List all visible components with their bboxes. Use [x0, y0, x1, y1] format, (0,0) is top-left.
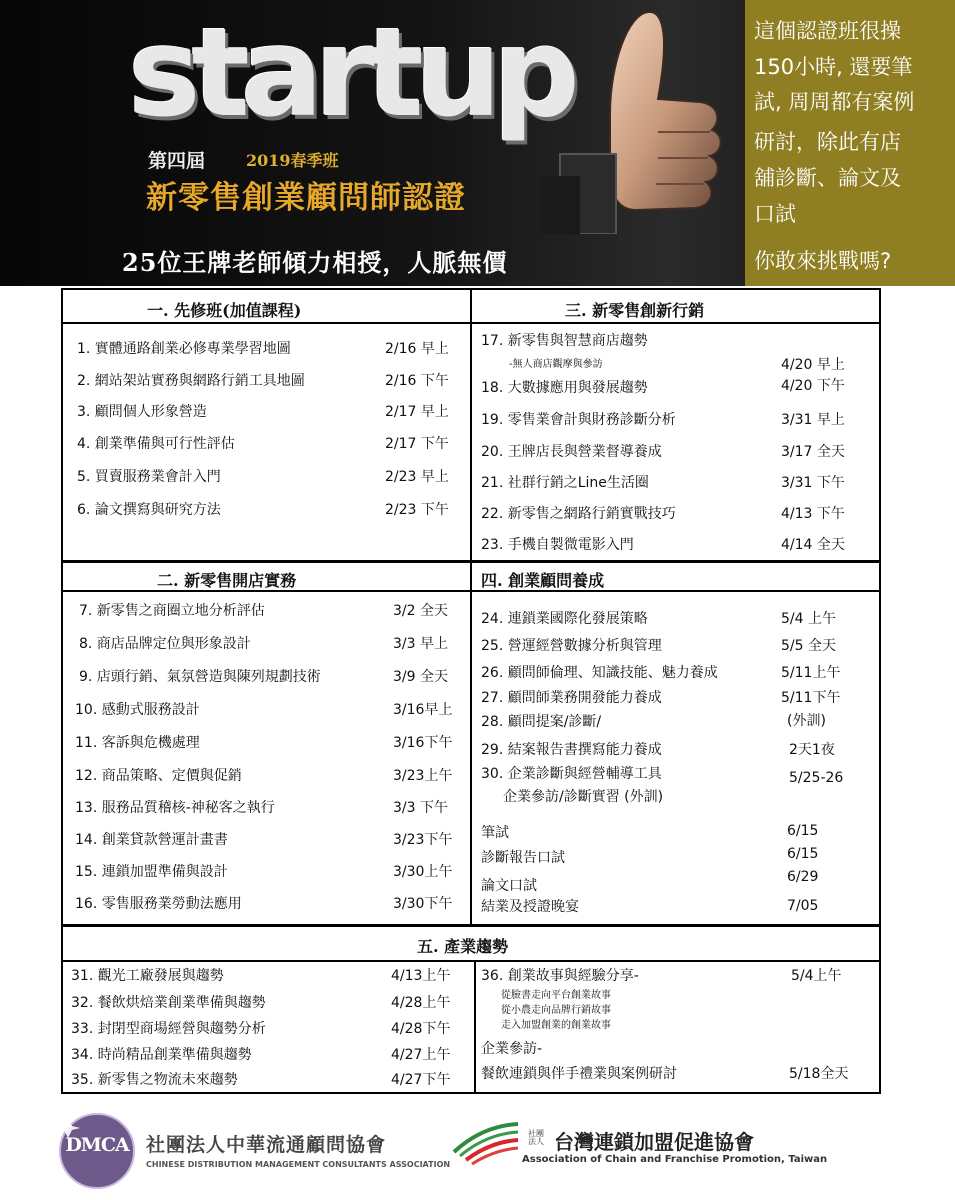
- tagline: 25位王牌老師傾力相授，人脈無價: [122, 248, 508, 277]
- promo-line: 口試: [754, 202, 796, 226]
- course-row: 1. 實體通路創業必修專業學習地圖: [77, 341, 291, 357]
- course-row: 16. 零售服務業勞動法應用: [75, 896, 242, 912]
- section-5-title: 五. 產業趨勢: [417, 937, 509, 956]
- course-time: 4/14 全天: [781, 537, 845, 553]
- course-row: 2. 網站架站實務與網路行銷工具地圖: [77, 373, 305, 389]
- startup-logo: startup: [128, 2, 571, 144]
- course-row: 24. 連鎖業國際化發展策略: [481, 611, 648, 627]
- course-time: 3/2 全天: [393, 603, 448, 619]
- course-time: 4/20 早上: [781, 357, 845, 373]
- course-time: 3/23上午: [393, 768, 453, 784]
- section-4-title: 四. 創業顧問養成: [481, 571, 605, 590]
- course-row: 7. 新零售之商圈立地分析評估: [79, 603, 265, 619]
- course-row: 12. 商品策略、定價與促銷: [75, 768, 242, 784]
- promo-line: 研討，除此有店: [754, 130, 901, 154]
- course-row: 3. 顧問個人形象營造: [77, 404, 207, 420]
- course-time: 4/28下午: [391, 1021, 451, 1037]
- course-time: 4/13上午: [391, 968, 451, 984]
- org1-english-name: CHINESE DISTRIBUTION MANAGEMENT CONSULTANTS ASSOCIATION: [146, 1160, 451, 1169]
- course-time: 3/16早上: [393, 702, 453, 718]
- course-row: 15. 連鎖加盟準備與設計: [75, 864, 228, 880]
- course-time: 3/9 全天: [393, 669, 448, 685]
- org1-name: 社團法人中華流通顧問協會: [146, 1134, 387, 1156]
- course-time: 2天1夜: [789, 742, 835, 758]
- season-label: 2019春季班: [246, 151, 339, 170]
- course-time: 3/3 早上: [393, 636, 448, 652]
- promo-line: 150小時, 還要筆: [754, 55, 913, 79]
- course-row: 36. 創業故事與經驗分享-: [481, 968, 639, 984]
- thumbs-up-icon: [540, 4, 750, 234]
- course-time: 5/4 上午: [781, 611, 836, 627]
- course-time: 4/27下午: [391, 1072, 451, 1088]
- exam-row: 筆試: [481, 825, 509, 841]
- visit-sub: 餐飲連鎖與伴手禮業與案例研討: [481, 1066, 677, 1082]
- promo-line: 舖診斷、論文及: [754, 166, 901, 190]
- course-time: 5/18全天: [789, 1066, 849, 1082]
- org2-prefix-line: 法人: [528, 1137, 544, 1146]
- exam-date: 6/29: [787, 869, 819, 885]
- course-row: 25. 營運經營數據分析與管理: [481, 638, 662, 654]
- divider: [63, 960, 879, 962]
- promo-line: 你敢來挑戰嗎?: [754, 249, 892, 273]
- course-row: 28. 顧問提案/診斷/: [481, 714, 602, 730]
- section-3-title: 三. 新零售創新行銷: [565, 301, 705, 320]
- exam-date: 6/15: [787, 846, 819, 862]
- visit-label: 企業參訪-: [481, 1041, 543, 1057]
- franchise-association-logo: [452, 1122, 522, 1166]
- course-time: 3/23下午: [393, 832, 453, 848]
- course-row: 6. 論文撰寫與研究方法: [77, 502, 221, 518]
- course-time: 4/13 下午: [781, 506, 845, 522]
- course-row: 18. 大數據應用與發展趨勢: [481, 380, 648, 396]
- course-time: 2/16 早上: [385, 341, 449, 357]
- org2-prefix-line: 社團: [528, 1129, 544, 1138]
- course-time: 2/23 早上: [385, 469, 449, 485]
- promo-box: [745, 0, 955, 286]
- exam-row: 論文口試: [481, 878, 537, 894]
- course-time: 2/16 下午: [385, 373, 449, 389]
- course-row: 32. 餐飲烘焙業創業準備與趨勢: [71, 995, 266, 1011]
- course-time: 4/20 下午: [781, 378, 845, 394]
- dmca-logo-text: DMCA: [65, 1134, 129, 1156]
- promo-line: 這個認證班很操: [754, 19, 901, 43]
- course-row: 17. 新零售與智慧商店趨勢: [481, 333, 648, 349]
- course-row: 26. 顧問師倫理、知識技能、魅力養成: [481, 665, 718, 681]
- divider: [470, 290, 472, 926]
- visit-line: 企業參訪/診斷實習 (外訓): [503, 789, 664, 805]
- course-time: 3/30下午: [393, 896, 453, 912]
- course-note: -無人商店觀摩與參訪: [509, 359, 603, 370]
- course-time: 3/3 下午: [393, 800, 448, 816]
- schedule-table: [61, 288, 881, 1094]
- course-time: 2/17 下午: [385, 436, 449, 452]
- section-2-title: 二. 新零售開店實務: [157, 571, 297, 590]
- course-row: 11. 客訴與危機處理: [75, 735, 200, 751]
- course-time: 3/31 下午: [781, 475, 845, 491]
- course-time: 3/17 全天: [781, 444, 845, 460]
- course-row: 13. 服務品質稽核-神秘客之執行: [75, 800, 275, 816]
- org2-name: 台灣連鎖加盟促進協會: [554, 1130, 754, 1154]
- course-row: 35. 新零售之物流未來趨勢: [71, 1072, 238, 1088]
- org2-english-name: Association of Chain and Franchise Promotion, Taiwan: [522, 1154, 828, 1165]
- course-time: 5/11下午: [781, 690, 841, 706]
- course-row: 23. 手機自製微電影入門: [481, 537, 634, 553]
- course-note: 從小農走向品牌行銷故事: [501, 1005, 611, 1016]
- exam-row: 結業及授證晚宴: [481, 899, 579, 915]
- course-note: 從臉書走向平台創業故事: [501, 990, 611, 1001]
- course-row: 22. 新零售之網路行銷實戰技巧: [481, 506, 676, 522]
- divider: [474, 962, 476, 1092]
- exam-row: 診斷報告口試: [481, 850, 565, 866]
- course-time: 5/5 全天: [781, 638, 836, 654]
- course-time: 2/17 早上: [385, 404, 449, 420]
- course-row: 5. 買賣服務業會計入門: [77, 469, 221, 485]
- exam-date: 7/05: [787, 898, 819, 914]
- org2-prefix: [528, 1130, 544, 1146]
- course-row: 31. 觀光工廠發展與趨勢: [71, 968, 224, 984]
- course-row: 33. 封閉型商場經營與趨勢分析: [71, 1021, 266, 1037]
- exam-date: 6/15: [787, 823, 819, 839]
- section-1-title: 一. 先修班(加值課程): [147, 301, 302, 320]
- course-time: 5/4上午: [791, 968, 842, 984]
- course-title: 新零售創業顧問師認證: [146, 180, 466, 216]
- course-time: 4/28上午: [391, 995, 451, 1011]
- course-time: 4/27上午: [391, 1047, 451, 1063]
- course-time: 5/11上午: [781, 665, 841, 681]
- course-row: 9. 店頭行銷、氣氛營造與陳列規劃技術: [79, 669, 321, 685]
- course-row: 29. 結案報告書撰寫能力養成: [481, 742, 662, 758]
- course-row: 8. 商店品牌定位與形象設計: [79, 636, 251, 652]
- edition-label: 第四屆: [148, 150, 206, 172]
- course-row: 20. 王牌店長與營業督導養成: [481, 444, 662, 460]
- course-row: 34. 時尚精品創業準備與趨勢: [71, 1047, 252, 1063]
- course-time: 3/16下午: [393, 735, 453, 751]
- course-time: 5/25-26: [789, 770, 844, 786]
- course-row: 14. 創業貸款營運計畫書: [75, 832, 228, 848]
- course-row: 21. 社群行銷之Line生活圈: [481, 475, 649, 491]
- promo-line: 試, 周周都有案例: [754, 90, 915, 114]
- course-row: 27. 顧問師業務開發能力養成: [481, 690, 662, 706]
- course-row: 4. 創業準備與可行性評估: [77, 436, 235, 452]
- course-note: 走入加盟創業的創業故事: [501, 1020, 611, 1031]
- course-time: 2/23 下午: [385, 502, 449, 518]
- course-time: 3/30上午: [393, 864, 453, 880]
- course-time: 3/31 早上: [781, 412, 845, 428]
- course-time: (外訓): [787, 713, 826, 729]
- course-row: 10. 感動式服務設計: [75, 702, 200, 718]
- course-row: 30. 企業診斷與經營輔導工具: [481, 766, 662, 782]
- course-row: 19. 零售業會計與財務診斷分析: [481, 412, 676, 428]
